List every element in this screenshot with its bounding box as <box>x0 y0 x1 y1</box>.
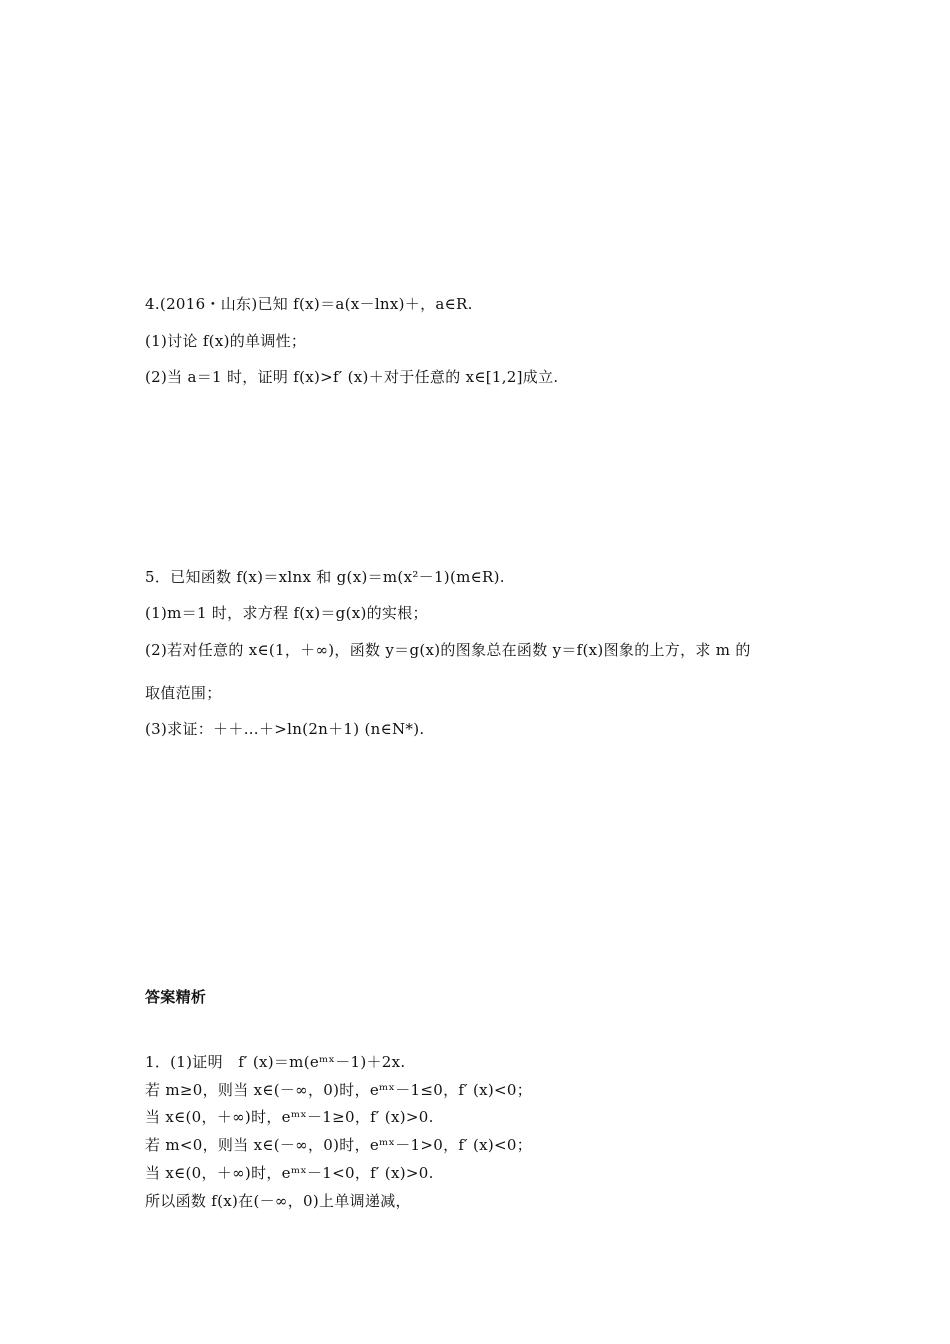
problem-4-part-2: (2)当 a＝1 时，证明 f(x)>f′ (x)＋对于任意的 x∈[1,2]成立. <box>145 368 559 386</box>
problem-5-part-3: (3)求证：＋＋…＋>ln(2n＋1) (n∈N*). <box>145 720 425 738</box>
answer-line: 若 m<0，则当 x∈(－∞，0)时，eᵐˣ－1>0，f′ (x)<0； <box>145 1136 533 1154</box>
answer-line: 当 x∈(0，＋∞)时，eᵐˣ－1≥0，f′ (x)>0. <box>145 1108 434 1126</box>
problem-5-stem: 5．已知函数 f(x)＝xlnx 和 g(x)＝m(x²－1)(m∈R). <box>145 568 505 586</box>
answer-line: 若 m≥0，则当 x∈(－∞，0)时，eᵐˣ－1≤0，f′ (x)<0； <box>145 1081 533 1099</box>
answer-line: 1．(1)证明 f′ (x)＝m(eᵐˣ－1)＋2x. <box>145 1053 406 1071</box>
answers-heading: 答案精析 <box>145 988 207 1006</box>
problem-5-part-1: (1)m＝1 时，求方程 f(x)＝g(x)的实根； <box>145 604 428 622</box>
answer-line: 所以函数 f(x)在(－∞，0)上单调递减， <box>145 1192 411 1210</box>
problem-4-stem: 4.(2016・山东)已知 f(x)＝a(x－lnx)＋，a∈R. <box>145 295 473 313</box>
problem-5-part-2: (2)若对任意的 x∈(1，＋∞)，函数 y＝g(x)的图象总在函数 y＝f(x)图象的上方，求 m 的 <box>145 641 751 659</box>
problem-5-part-2-continued: 取值范围； <box>145 684 222 702</box>
answer-line: 当 x∈(0，＋∞)时，eᵐˣ－1<0，f′ (x)>0. <box>145 1164 434 1182</box>
problem-4-part-1: (1)讨论 f(x)的单调性； <box>145 332 307 350</box>
